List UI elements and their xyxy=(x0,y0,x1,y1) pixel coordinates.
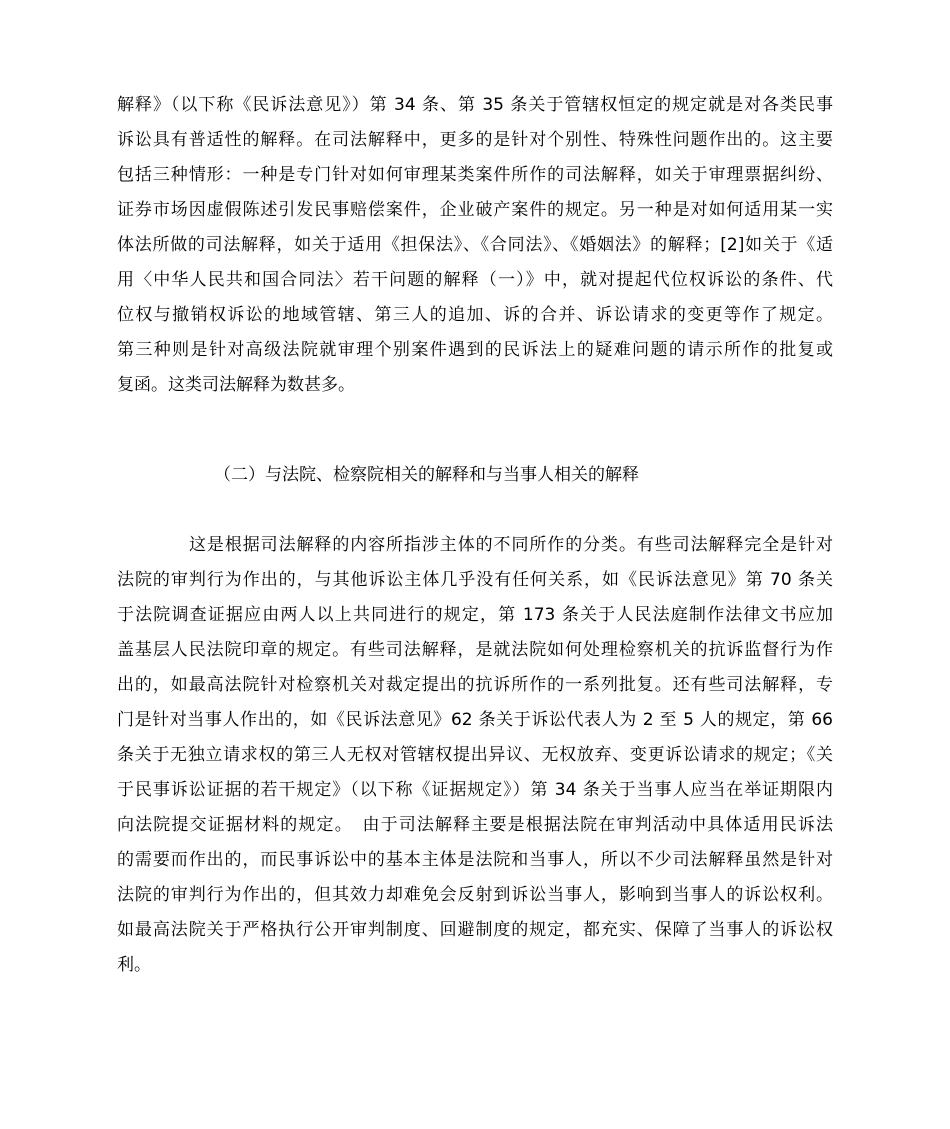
paragraph-2 xyxy=(117,528,833,983)
paragraph-2-line: 盖基层人民法院印章的规定。有些司法解释，是就法院如何处理检察机关的抗诉监督行为作 xyxy=(117,640,833,660)
paragraph-2-line: 出的，如最高法院针对检察机关对裁定提出的抗诉所作的一系列批复。还有些司法解释，专 xyxy=(117,675,833,695)
paragraph-2-line: 这是根据司法解释的内容所指涉主体的不同所作的分类。有些司法解释完全是针对 xyxy=(189,535,833,555)
paragraph-2-line: 条关于无独立请求权的第三人无权对管辖权提出异议、无权放弃、变更诉讼请求的规定；《关 xyxy=(117,745,833,765)
section-heading: （二）与法院、检察院相关的解释和与当事人相关的解释 xyxy=(214,465,639,485)
paragraph-2-line: 如最高法院关于严格执行公开审判制度、回避制度的规定，都充实、保障了当事人的诉讼权 xyxy=(117,920,833,940)
paragraph-1-line: 复函。这类司法解释为数甚多。 xyxy=(117,375,355,395)
paragraph-2-line: 法院的审判行为作出的，与其他诉讼主体几乎没有任何关系，如《民诉法意见》第 70 条关 xyxy=(117,570,833,590)
paragraph-1-line: 包括三种情形：一种是专门针对如何审理某类案件所作的司法解释，如关于审理票据纠纷、 xyxy=(117,165,833,185)
paragraph-2-line: 于民事诉讼证据的若干规定》（以下称《证据规定》）第 34 条关于当事人应当在举证期限内 xyxy=(117,780,833,800)
paragraph-2-line: 法院的审判行为作出的，但其效力却难免会反射到诉讼当事人，影响到当事人的诉讼权利。 xyxy=(117,885,833,905)
paragraph-2-line: 向法院提交证据材料的规定。 由于司法解释主要是根据法院在审判活动中具体适用民诉法 xyxy=(117,815,833,835)
paragraph-1-line: 位权与撤销权诉讼的地域管辖、第三人的追加、诉的合并、诉讼请求的变更等作了规定。 xyxy=(117,305,833,325)
paragraph-2-line: 的需要而作出的，而民事诉讼中的基本主体是法院和当事人，所以不少司法解释虽然是针对 xyxy=(117,850,833,870)
paragraph-1-line: 第三种则是针对高级法院就审理个别案件遇到的民诉法上的疑难问题的请示所作的批复或 xyxy=(117,340,833,360)
paragraph-1-line: 证券市场因虚假陈述引发民事赔偿案件，企业破产案件的规定。另一种是对如何适用某一实 xyxy=(117,200,833,220)
paragraph-1-line: 用〈中华人民共和国合同法〉若干问题的解释（一）》中，就对提起代位权诉讼的条件、代 xyxy=(117,270,833,290)
paragraph-2-line: 利。 xyxy=(117,955,151,975)
paragraph-1-line: 解释》（以下称《民诉法意见》）第 34 条、第 35 条关于管辖权恒定的规定就是对各类民事 xyxy=(117,95,833,115)
paragraph-2-line: 于法院调查证据应由两人以上共同进行的规定，第 173 条关于人民法庭制作法律文书应加 xyxy=(117,605,833,625)
paragraph-1-line: 诉讼具有普适性的解释。在司法解释中，更多的是针对个别性、特殊性问题作出的。这主要 xyxy=(117,130,833,150)
paragraph-1 xyxy=(117,88,833,403)
paragraph-2-line: 门是针对当事人作出的，如《民诉法意见》62 条关于诉讼代表人为 2 至 5 人的规定，第 66 xyxy=(117,710,833,730)
section-heading-block xyxy=(117,458,833,493)
paragraph-1-line: 体法所做的司法解释，如关于适用《担保法》、《合同法》、《婚姻法》的解释；[2]如关于《适 xyxy=(117,235,833,255)
